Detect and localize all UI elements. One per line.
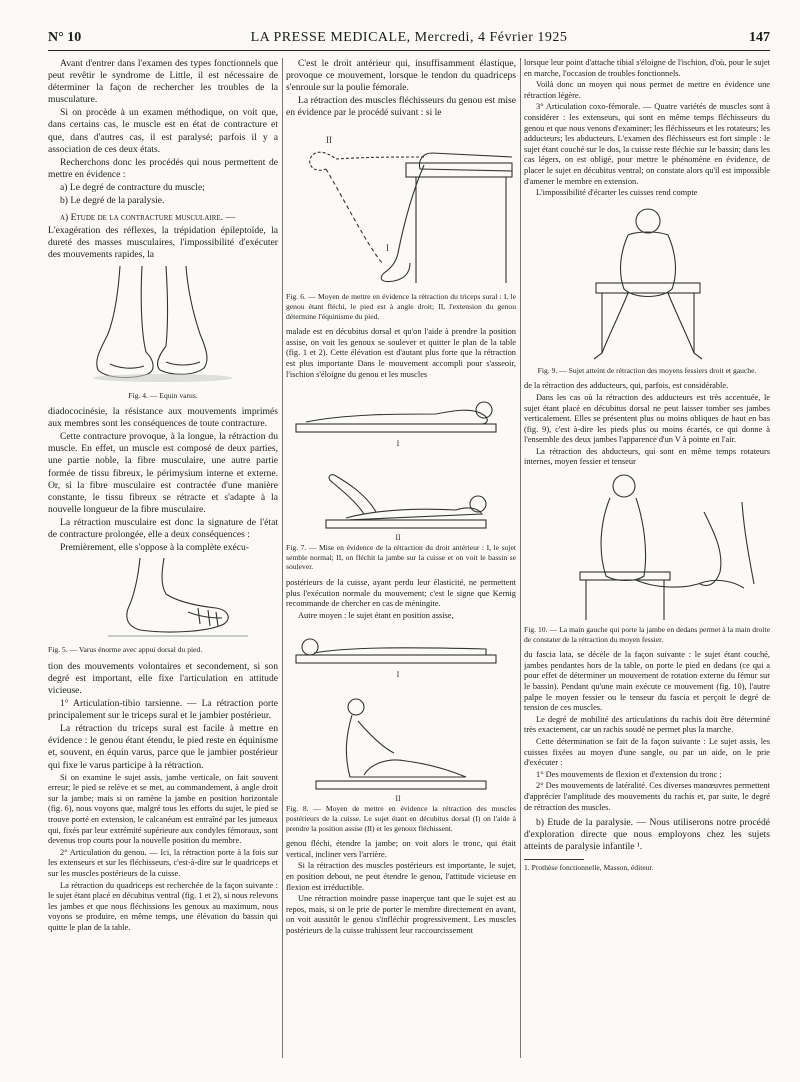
paragraph: a) Le degré de contracture du muscle; xyxy=(60,181,205,193)
column-divider xyxy=(520,58,521,1058)
paragraph: La rétraction des muscles fléchisseurs du genou est mise en évidence par le procédé suivant : si le xyxy=(286,95,516,119)
paragraph: Si la rétraction des muscles postérieurs est importante, le sujet, en position debout, ne peut étendre le genou, l'attitude vicieuse en flexion est irréductible. xyxy=(286,861,516,892)
journal-title: LA PRESSE MEDICALE, Mercredi, 4 Février 1925 xyxy=(250,30,568,45)
figure-7-label-I: I xyxy=(396,439,400,449)
paragraph: C'est le droit antérieur qui, insuffisamment élastique, provoque ce mouvement, lorsque le tendon du quadriceps s'enroule sur la poulie fémorale. xyxy=(286,58,516,94)
issue-date: Mercredi, 4 Février 1925 xyxy=(414,30,568,45)
figure-8-label-II: II xyxy=(395,794,401,802)
paragraph: Premièrement, elle s'oppose à la complète exécu- xyxy=(60,542,249,554)
paragraph: b) Le degré de la paralysie. xyxy=(60,195,165,207)
figure-caption: Fig. 6. — Moyen de mettre en évidence la rétraction du triceps sural : I, le genou étant fléchi, le pied est à angle droit; II, l'extension du genou détermine l'équinisme du pied. xyxy=(286,292,516,321)
paragraph: 2° Articulation du genou. — Ici, la rétraction porte à la fois sur les extenseurs et sur les fléchisseurs, c'est-à-dire sur le quadriceps et sur les muscles postérieurs de la cuisse. xyxy=(48,847,278,878)
section-heading-label: a) Etude de la contracture musculaire. — xyxy=(60,212,236,224)
figure-8 xyxy=(286,625,516,801)
figure-caption: Fig. 4. — Equin varus. xyxy=(128,390,198,400)
paragraph: 1° Articulation-tibio tarsienne. — La rétraction porte principalement sur le triceps sural et le jambier postérieur. xyxy=(48,698,278,722)
paragraph: malade est en décubitus dorsal et qu'on l'aide à prendre la position assise, on voit les genoux se soulever et quitter le plan de la table (fig. 1 et 2). Cette élévation est d'autant plus forte que la rétraction est plus importante Dans le mouvement accompli pour s'asseoir, l'ischion s'éloigne du genou et les muscles xyxy=(286,327,516,379)
column-left xyxy=(48,58,278,1058)
knee-extension-illustration xyxy=(286,123,516,289)
paragraph: Dans les cas où la rétraction des adducteurs est très accentuée, le sujet étant placé en décubitus dorsal ne peut laisser tomber ses jambes verticalement. Elles se présentent plus ou moins obliques de haut en bas (fig. 9), c'est à-dire les pieds plus ou moins écartés, ce qui donne à l'ensemble des deux jambes l'apparence d'un V à pointe en l'air. xyxy=(524,392,770,445)
section-heading xyxy=(48,212,278,224)
figure-7 xyxy=(286,384,516,540)
supine-to-sitting-illustration xyxy=(286,625,516,801)
paragraph: genou fléchi, étendre la jambe; on voit alors le tronc, qui était vertical, incliner vers l'arrière. xyxy=(286,839,516,859)
figure-6-label-II: II xyxy=(326,135,332,146)
paragraph: Si on examine le sujet assis, jambe verticale, on fait souvent erreur; le pied se relève et se met, au commandement, à angle droit sur la jambe; mais si on ramène la jambe en position horizontale (fig. 6), nous voyons que, malgré tous les efforts du sujet, le pied se trouve porté en extension, le calcanéum est entraîné par les jumeaux qui, fixés par leur extrémité supérieure aux condyles fémoraux, sont devenus trop courts pour la nouvelle position du membre. xyxy=(48,772,278,846)
column-middle xyxy=(286,58,516,1058)
paragraph: Si on procède à un examen méthodique, on voit que, dans certains cas, le muscle est en état de contracture et que, dans d'autres cas, il est paralysé; parfois il y a association de ces deux états. xyxy=(48,107,278,155)
figure-10 xyxy=(524,472,770,622)
fascia-palpation-illustration xyxy=(524,472,770,622)
column-right xyxy=(524,58,770,1058)
paragraph: La rétraction du triceps sural est facile à mettre en évidence : le genou étant étendu, le pied reste en équinisme et, souvent, en équin varus, parce que le jambier postérieur qui fixe le varus participe à la rétraction. xyxy=(48,723,278,771)
paragraph: Avant d'entrer dans l'examen des types fonctionnels que peut revêtir le syndrome de Little, il est nécessaire de déterminer la façon de rechercher les troubles de la musculature. xyxy=(48,58,278,106)
paragraph: Voilà donc un moyen qui nous permet de mettre en évidence une rétraction légère. xyxy=(524,80,770,100)
figure-caption: Fig. 7. — Mise en évidence de la rétraction du droit antérieur : I, le sujet semble normal; II, on fléchit la jambe sur la cuisse et on voit le bassin se soulever. xyxy=(286,543,516,572)
figure-caption: Fig. 5. — Varus énorme avec appui dorsal du pied. xyxy=(48,645,203,655)
figure-caption: Fig. 10. — La main gauche qui porte la jambe en dedans permet à la main droite de constater de la rétraction du moyen fessier. xyxy=(524,625,770,644)
paragraph: La rétraction du quadriceps est recherchée de la façon suivante : le sujet étant placé en décubitus ventral (fig. 1 et 2), si nous relevons les jambes et que nous fléchissions les genoux au maximum, nous voyons se produire, en même temps, une élévation du bassin qui quitte le plan de la table. xyxy=(48,880,278,932)
abductor-retraction-illustration xyxy=(524,203,770,363)
page-header xyxy=(48,30,770,52)
paragraph: Autre moyen : le sujet étant en position assise, xyxy=(298,610,454,620)
paragraph: Cette détermination se fait de la façon suivante : Le sujet assis, les cuisses fixées au moyen d'une sangle, ou par un aide, on le prie d'exécuter : xyxy=(524,737,770,768)
figure-7-label-II: II xyxy=(395,533,401,541)
figure-6 xyxy=(286,123,516,289)
paragraph: tion des mouvements volontaires et secondement, si son degré est important, elle fixe l'articulation en attitude vicieuse. xyxy=(48,660,278,696)
paragraph: Une rétraction moindre passe inaperçue tant que le sujet est au repos, mais, si on le prie de porter le membre directement en avant, on voit aussitôt le genou s'infléchir progressivement. Les muscles postérieurs de la cuisse trahissent leur raccourcissement xyxy=(286,894,516,935)
equin-varus-illustration xyxy=(48,266,278,388)
paragraph: La rétraction des abducteurs, qui sont en même temps rotateurs internes, moyen fessier et tenseur xyxy=(524,446,770,467)
page-number: 147 xyxy=(749,30,770,45)
paragraph: Cette contracture provoque, à la longue, la rétraction du muscle. En effet, un muscle est composé de deux parties, une partie noble, la fibre musculaire, une autre partie formée de tissu fibreux, le périmysium interne et externe. Or, si la fibre musculaire est contractée d'une manière constante, le tissu fibreux se rétracte et s'adapte à la nouvelle longueur de la fibre musculaire. xyxy=(48,431,278,515)
paragraph: 3° Articulation coxo-fémorale. — Quatre variétés de muscles sont à considérer : les extenseurs, qui sont en même temps fléchisseurs du genou et que nous venons d'examiner; les fléchisseurs et les rotateurs; les adducteurs; les abducteurs. L'examen des fléchisseurs est fort simple : le sujet étant couché sur le dos, la cuisse reste fléchie sur le bassin; dans les cas légers, on est obligé, pour mettre le phénomène en évidence, de placer le sujet en décubitus ventral; on constate alors qu'il est impossible d'amener le membre en extension. xyxy=(524,102,770,186)
paragraph: La rétraction musculaire est donc la signature de l'état de contracture prolongée, elle a deux conséquences : xyxy=(48,516,278,541)
paragraph: 2° Des mouvements de latéralité. Ces diverses manœuvres permettent d'apprécier l'amplitude des mouvements du rachis et, par suite, le degré de rétraction des muscles. xyxy=(524,781,770,812)
column-divider xyxy=(282,58,283,1058)
footnote-rule xyxy=(524,859,584,860)
varus-foot-illustration xyxy=(48,558,278,642)
figure-caption: Fig. 9. — Sujet atteint de rétraction des moyens fessiers droit et gauche. xyxy=(537,365,757,375)
figure-8-label-I: I xyxy=(396,670,400,680)
paragraph: b) Etude de la paralysie. — Nous utiliserons notre procédé d'exploration directe que nous employons chez les sujets atteints de paralysie infantile ¹. xyxy=(524,817,770,853)
journal-name: LA PRESSE MEDICALE xyxy=(250,30,407,45)
figure-9 xyxy=(524,203,770,363)
paragraph: Le degré de mobilité des articulations du rachis doit être déterminé très exactement, car un rachis soudé ne permet plus la marche. xyxy=(524,714,770,735)
paragraph: L'exagération des réflexes, la trépidation épileptoïde, la dureté des masses musculaires, l'impossibilité d'exécuter des mouvements rapides, la xyxy=(48,225,278,261)
paragraph: postérieurs de la cuisse, ayant perdu leur élasticité, ne permettent plus l'exécution normale du mouvement; c'est le signe que Kernig recommande de chercher en cas de méningite. xyxy=(286,578,516,609)
paragraph: 1° Des mouvements de flexion et d'extension du tronc ; xyxy=(536,769,722,779)
paragraph: L'impossibilité d'écarter les cuisses rend compte xyxy=(536,188,698,198)
paragraph: de la rétraction des adducteurs, qui, parfois, est considérable. xyxy=(524,381,729,391)
footnote: 1. Prothèse fonctionnelle, Masson, éditeur. xyxy=(524,863,654,873)
paragraph: lorsque leur point d'attache tibial s'éloigne de l'ischion, d'où, pour le sujet en marche, l'occasion de troubles fonctionnels. xyxy=(524,58,770,78)
figure-caption: Fig. 8. — Moyen de mettre en évidence la rétraction des muscles postérieurs de la cuisse. Le sujet étant en décubitus dorsal (I) on l'aide à prendre la position assise (II) et les genoux fléchissent. xyxy=(286,804,516,833)
prone-subject-illustration xyxy=(286,384,516,540)
paragraph: diadococinésie, la résistance aux mouvements imprimés aux membres sont les conséquences de toute contracture. xyxy=(48,406,278,430)
figure-6-label-I: I xyxy=(386,243,389,254)
header-rule xyxy=(48,50,770,51)
paragraph: Recherchons donc les procédés qui nous permettent de mettre en évidence : xyxy=(48,156,278,180)
figure-5 xyxy=(48,558,278,642)
figure-4 xyxy=(48,266,278,388)
issue-number: N° 10 xyxy=(48,30,82,45)
paragraph: du fascia lata, se décèle de la façon suivante : le sujet étant couché, jambes pendantes hors de la table, on porte le pied en dedans (ce qui a pour effet de déterminer un mouvement de rotation externe du fémur sur le bassin). Pendant qu'une main exécute ce mouvement (fig. 10), l'autre palpe le moyen fessier ou le tenseur du fascia et perçoit le degré de tension de ces muscles. xyxy=(524,650,770,713)
